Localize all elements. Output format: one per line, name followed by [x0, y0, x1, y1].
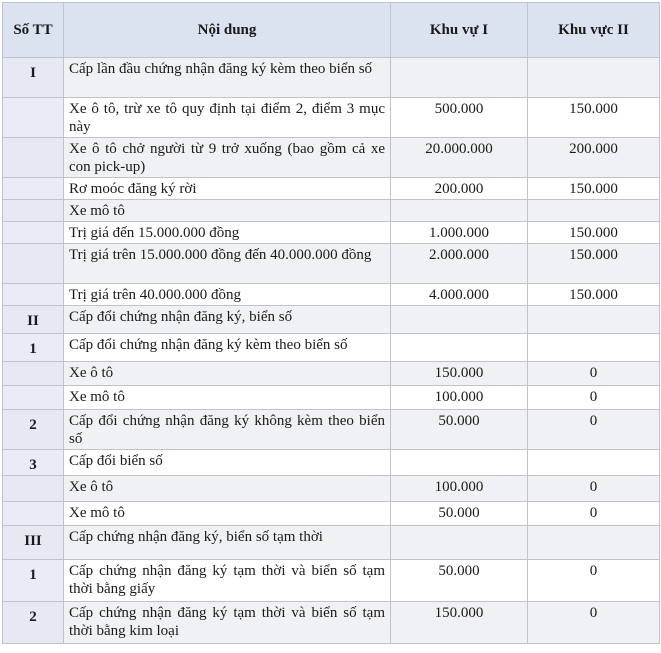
row-content: Cấp chứng nhận đăng ký tạm thời và biển số tạm thời bằng kim loại — [64, 602, 391, 644]
header-row — [3, 3, 660, 58]
table-row — [3, 560, 660, 602]
row-zone-1: 50.000 — [391, 410, 528, 450]
row-stt — [3, 284, 64, 306]
table-row — [3, 334, 660, 362]
row-zone-2: 150.000 — [528, 284, 660, 306]
table-row — [3, 502, 660, 526]
row-zone-1: 4.000.000 — [391, 284, 528, 306]
row-zone-2: 0 — [528, 476, 660, 502]
row-content: Rơ moóc đăng ký rời — [64, 178, 391, 200]
row-zone-1: 50.000 — [391, 502, 528, 526]
row-content: Cấp chứng nhận đăng ký tạm thời và biển số tạm thời bằng giấy — [64, 560, 391, 602]
row-content: Trị giá trên 15.000.000 đồng đến 40.000.000 đồng — [64, 244, 391, 284]
row-stt: 2 — [3, 602, 64, 644]
row-stt — [3, 200, 64, 222]
row-content: Xe ô tô — [64, 362, 391, 386]
row-content: Cấp lần đầu chứng nhận đăng ký kèm theo biển số — [64, 58, 391, 98]
row-zone-2 — [528, 526, 660, 560]
table-row — [3, 138, 660, 178]
row-content: Cấp đổi chứng nhận đăng ký kèm theo biển số — [64, 334, 391, 362]
table-row — [3, 58, 660, 98]
table-row — [3, 222, 660, 244]
table-row — [3, 386, 660, 410]
header-zone-1: Khu vự I — [391, 3, 528, 58]
row-content: Cấp đổi chứng nhận đăng ký không kèm theo biển số — [64, 410, 391, 450]
row-zone-2: 0 — [528, 410, 660, 450]
row-zone-1: 150.000 — [391, 362, 528, 386]
row-content: Xe mô tô — [64, 200, 391, 222]
row-zone-2: 0 — [528, 386, 660, 410]
row-content: Xe ô tô, trừ xe tô quy định tại điểm 2, điểm 3 mục này — [64, 98, 391, 138]
row-zone-1 — [391, 306, 528, 334]
table-row — [3, 98, 660, 138]
row-zone-2: 150.000 — [528, 178, 660, 200]
row-zone-1: 200.000 — [391, 178, 528, 200]
row-zone-1 — [391, 334, 528, 362]
row-content: Cấp chứng nhận đăng ký, biển số tạm thời — [64, 526, 391, 560]
table-row — [3, 410, 660, 450]
table-row — [3, 450, 660, 476]
table-row — [3, 178, 660, 200]
table-row — [3, 476, 660, 502]
row-stt: III — [3, 526, 64, 560]
row-zone-2: 0 — [528, 602, 660, 644]
row-content: Cấp đổi biển số — [64, 450, 391, 476]
row-zone-1: 150.000 — [391, 602, 528, 644]
row-stt — [3, 502, 64, 526]
row-stt — [3, 222, 64, 244]
table-row — [3, 284, 660, 306]
row-stt — [3, 178, 64, 200]
row-zone-1 — [391, 200, 528, 222]
table-row — [3, 244, 660, 284]
row-zone-1 — [391, 450, 528, 476]
row-stt — [3, 138, 64, 178]
row-zone-1: 100.000 — [391, 386, 528, 410]
row-content: Cấp đổi chứng nhận đăng ký, biển số — [64, 306, 391, 334]
header-stt: Số TT — [3, 3, 64, 58]
row-zone-2 — [528, 450, 660, 476]
row-zone-1: 1.000.000 — [391, 222, 528, 244]
row-content: Trị giá đến 15.000.000 đồng — [64, 222, 391, 244]
row-zone-1: 500.000 — [391, 98, 528, 138]
row-zone-2 — [528, 200, 660, 222]
row-zone-2: 0 — [528, 502, 660, 526]
row-zone-2: 0 — [528, 560, 660, 602]
row-content: Trị giá trên 40.000.000 đồng — [64, 284, 391, 306]
row-stt — [3, 244, 64, 284]
row-content: Xe mô tô — [64, 502, 391, 526]
row-zone-2 — [528, 306, 660, 334]
row-zone-1: 50.000 — [391, 560, 528, 602]
header-content: Nội dung — [64, 3, 391, 58]
row-stt: 2 — [3, 410, 64, 450]
row-zone-1 — [391, 526, 528, 560]
row-zone-2: 0 — [528, 362, 660, 386]
row-stt — [3, 476, 64, 502]
table-row — [3, 200, 660, 222]
row-zone-1: 2.000.000 — [391, 244, 528, 284]
row-stt: 3 — [3, 450, 64, 476]
row-zone-1 — [391, 58, 528, 98]
row-content: Xe ô tô chở người từ 9 trở xuống (bao gồm cả xe con pick-up) — [64, 138, 391, 178]
row-stt — [3, 386, 64, 410]
table-row — [3, 362, 660, 386]
row-stt — [3, 362, 64, 386]
row-stt: 1 — [3, 334, 64, 362]
row-content: Xe mô tô — [64, 386, 391, 410]
row-zone-1: 100.000 — [391, 476, 528, 502]
row-stt — [3, 98, 64, 138]
header-zone-2: Khu vực II — [528, 3, 660, 58]
row-zone-2: 150.000 — [528, 222, 660, 244]
table-row — [3, 602, 660, 644]
row-stt: 1 — [3, 560, 64, 602]
row-stt: II — [3, 306, 64, 334]
fee-table — [2, 2, 660, 644]
table-row — [3, 526, 660, 560]
row-zone-1: 20.000.000 — [391, 138, 528, 178]
row-content: Xe ô tô — [64, 476, 391, 502]
row-zone-2: 150.000 — [528, 244, 660, 284]
table-row — [3, 306, 660, 334]
row-zone-2 — [528, 334, 660, 362]
row-zone-2: 200.000 — [528, 138, 660, 178]
row-zone-2: 150.000 — [528, 98, 660, 138]
row-stt: I — [3, 58, 64, 98]
row-zone-2 — [528, 58, 660, 98]
